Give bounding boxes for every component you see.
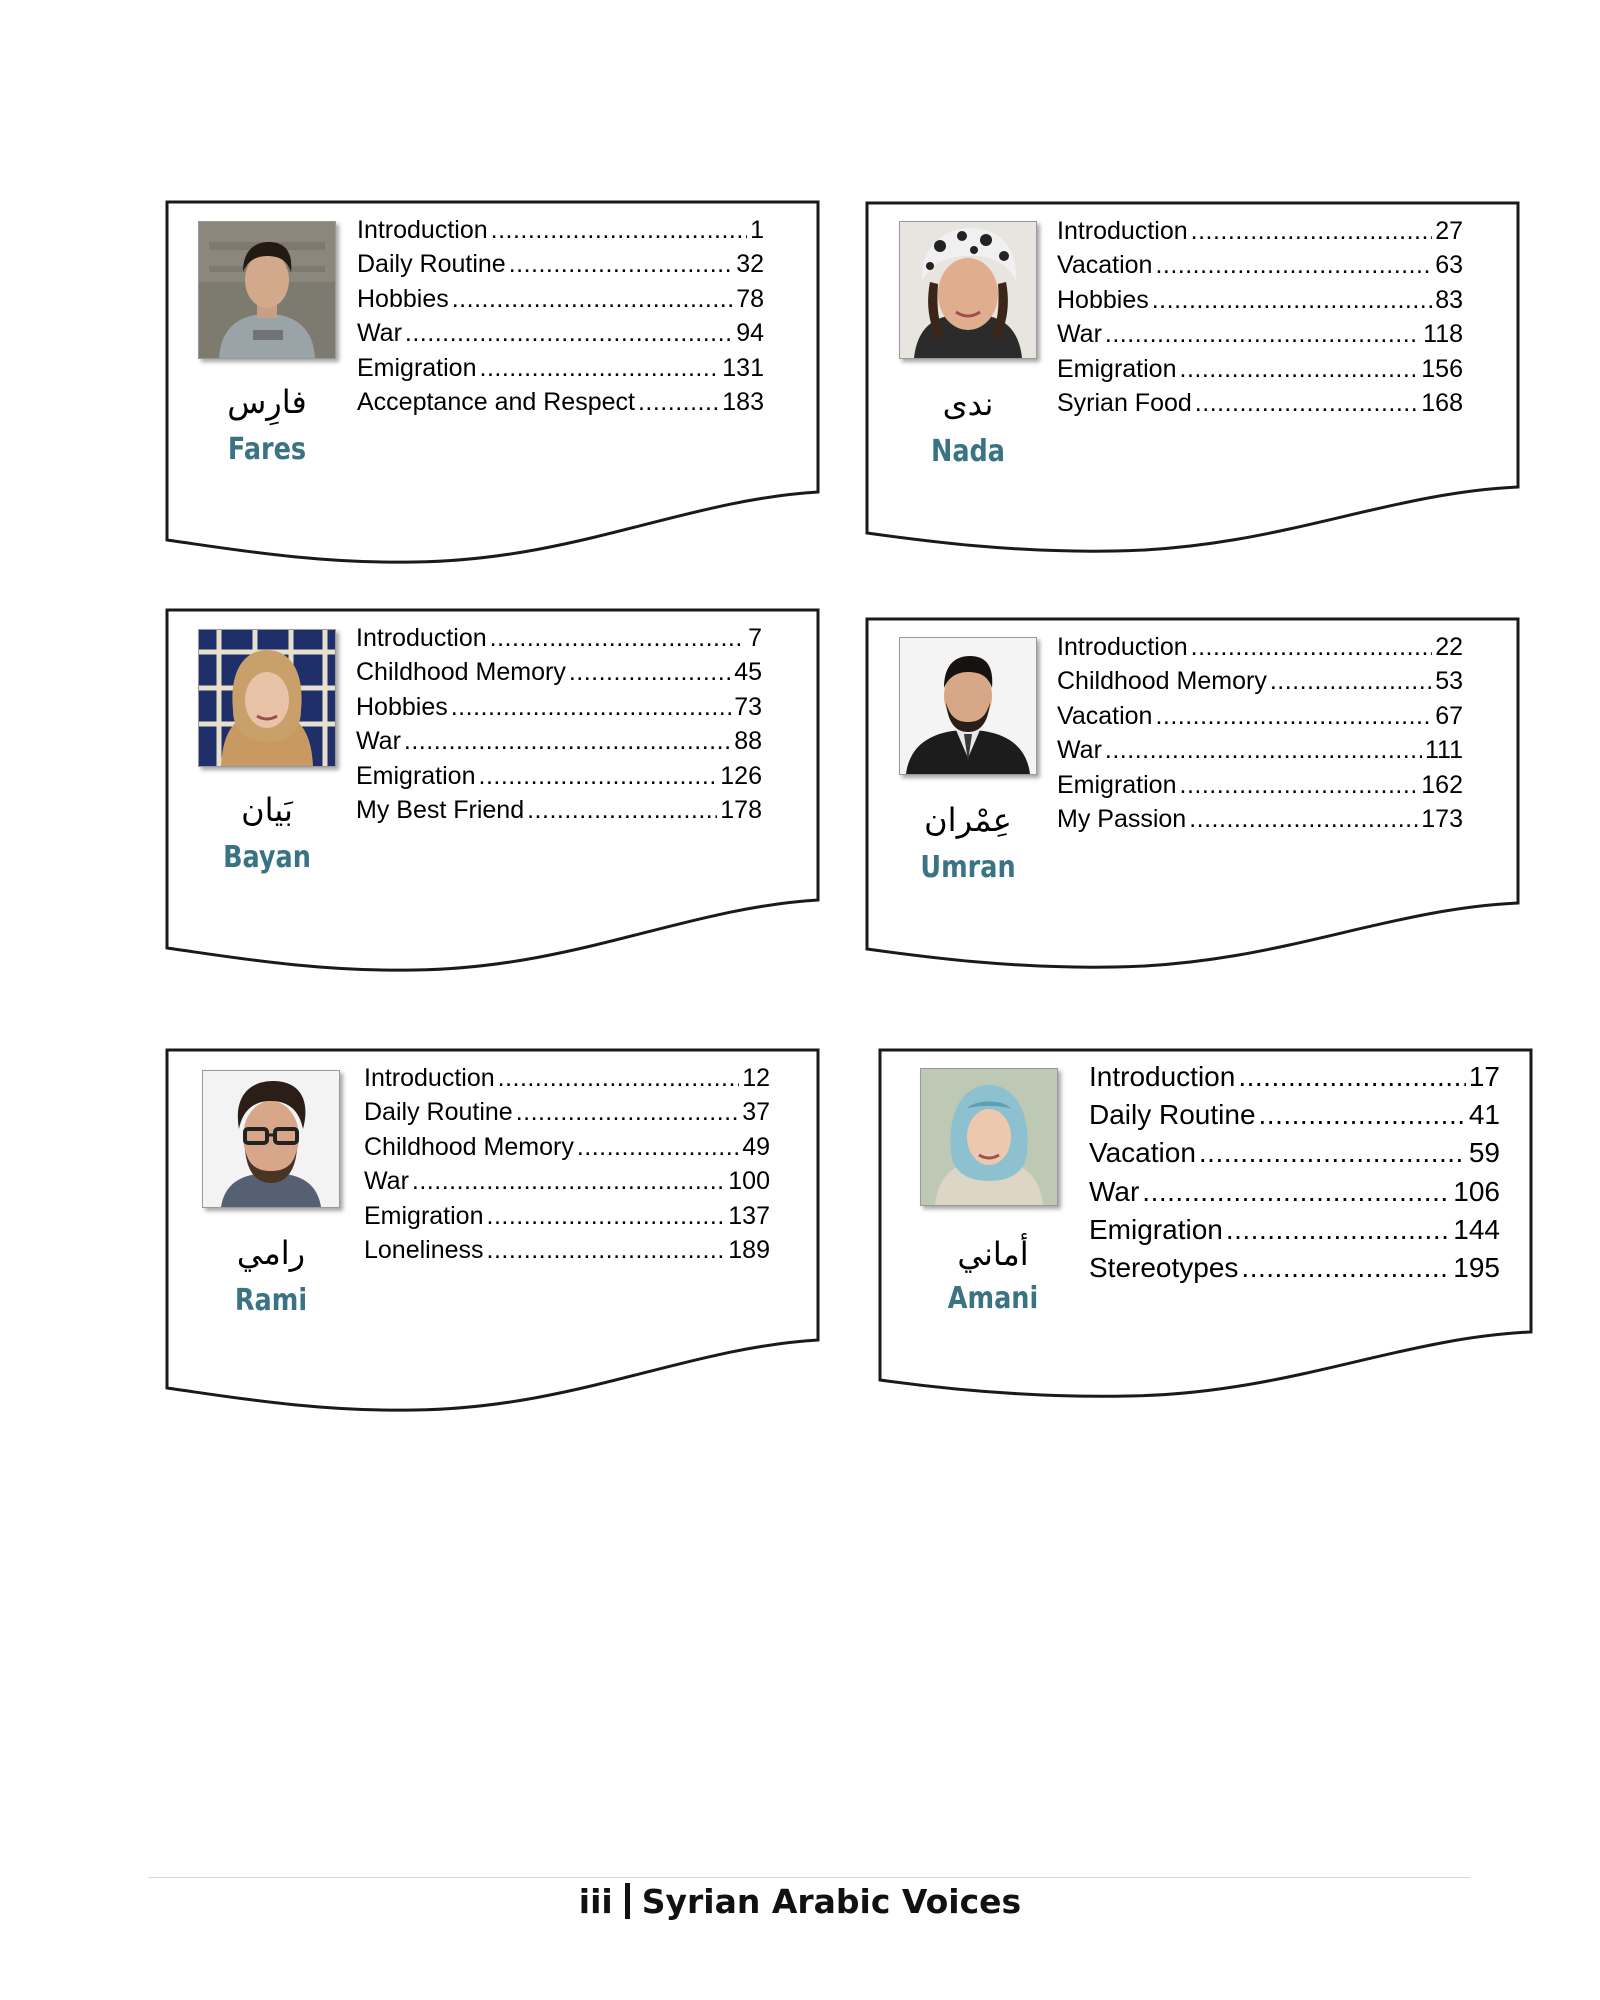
- footer-rule: [148, 1877, 1470, 1878]
- speaker-english-name: Rami: [234, 1283, 308, 1318]
- chapter-entry[interactable]: Stereotypes ..... 195: [1089, 1249, 1500, 1287]
- speaker-card-bayan: [165, 608, 825, 973]
- chapter-entry[interactable]: Daily Routine ..... 32: [357, 247, 764, 281]
- chapter-entry[interactable]: Introduction ..... 27: [1057, 214, 1463, 248]
- chapter-entry[interactable]: Emigration ..... 144: [1089, 1211, 1500, 1249]
- chapter-entry[interactable]: War ..... 94: [357, 316, 764, 350]
- chapter-entry[interactable]: Emigration ..... 137: [364, 1199, 770, 1233]
- chapter-list: [1057, 630, 1463, 836]
- chapter-entry[interactable]: Introduction ..... 17: [1089, 1058, 1500, 1096]
- speaker-english-name: Nada: [930, 434, 1006, 469]
- chapter-entry[interactable]: Vacation ..... 67: [1057, 699, 1463, 733]
- chapter-entry[interactable]: Hobbies ..... 78: [357, 282, 764, 316]
- chapter-entry[interactable]: Childhood Memory ..... 45: [356, 655, 762, 689]
- speaker-card-amani: [878, 1048, 1538, 1403]
- speaker-card-fares: [165, 200, 825, 565]
- chapter-entry[interactable]: War ..... 118: [1057, 317, 1463, 351]
- speaker-arabic-name: رامي: [236, 1234, 306, 1272]
- chapter-entry[interactable]: Hobbies ..... 83: [1057, 283, 1463, 317]
- chapter-entry[interactable]: Emigration ..... 126: [356, 759, 762, 793]
- speaker-photo: [198, 629, 336, 767]
- chapter-list: [364, 1061, 770, 1267]
- chapter-entry[interactable]: War ..... 111: [1057, 733, 1463, 767]
- speaker-photo: [198, 221, 336, 359]
- chapter-entry[interactable]: Acceptance and Respect ..... 183: [357, 385, 764, 419]
- chapter-entry[interactable]: Loneliness ..... 189: [364, 1233, 770, 1267]
- chapter-list: [357, 213, 764, 419]
- chapter-entry[interactable]: Daily Routine ..... 41: [1089, 1096, 1500, 1134]
- chapter-list: [1089, 1058, 1500, 1287]
- speaker-arabic-name: بَيان: [241, 791, 293, 829]
- chapter-entry[interactable]: Emigration ..... 162: [1057, 768, 1463, 802]
- speaker-card-rami: [165, 1048, 825, 1413]
- speaker-card-umran: [865, 617, 1525, 972]
- chapter-entry[interactable]: Childhood Memory ..... 53: [1057, 664, 1463, 698]
- chapter-entry[interactable]: War ..... 106: [1089, 1173, 1500, 1211]
- chapter-entry[interactable]: Childhood Memory ..... 49: [364, 1130, 770, 1164]
- chapter-entry[interactable]: Syrian Food ..... 168: [1057, 386, 1463, 420]
- chapter-entry[interactable]: Emigration ..... 156: [1057, 352, 1463, 386]
- speaker-arabic-name: عِمْران: [924, 801, 1012, 839]
- speaker-photo: [920, 1068, 1058, 1206]
- speaker-english-name: Amani: [947, 1281, 1039, 1316]
- footer-separator: [625, 1883, 630, 1919]
- speaker-english-name: Bayan: [223, 840, 311, 875]
- page-number: iii: [578, 1882, 613, 1921]
- speaker-english-name: Fares: [227, 432, 307, 467]
- speaker-english-name: Umran: [920, 850, 1016, 885]
- chapter-entry[interactable]: My Passion ..... 173: [1057, 802, 1463, 836]
- book-title: Syrian Arabic Voices: [641, 1882, 1022, 1921]
- chapter-entry[interactable]: Introduction ..... 7: [356, 621, 762, 655]
- speaker-photo: [899, 637, 1037, 775]
- speaker-photo: [202, 1070, 340, 1208]
- chapter-list: [356, 621, 762, 827]
- chapter-entry[interactable]: Hobbies ..... 73: [356, 690, 762, 724]
- speaker-arabic-name: فارِس: [227, 383, 307, 421]
- speaker-card-nada: [865, 201, 1525, 556]
- page-footer: [0, 1880, 1600, 1924]
- speaker-arabic-name: أماني: [957, 1235, 1029, 1273]
- speaker-photo: [899, 221, 1037, 359]
- chapter-entry[interactable]: Introduction ..... 12: [364, 1061, 770, 1095]
- chapter-entry[interactable]: War ..... 100: [364, 1164, 770, 1198]
- chapter-list: [1057, 214, 1463, 420]
- chapter-entry[interactable]: Introduction ..... 22: [1057, 630, 1463, 664]
- chapter-entry[interactable]: Vacation ..... 63: [1057, 248, 1463, 282]
- chapter-entry[interactable]: Emigration ..... 131: [357, 351, 764, 385]
- chapter-entry[interactable]: Daily Routine ..... 37: [364, 1095, 770, 1129]
- chapter-entry[interactable]: War ..... 88: [356, 724, 762, 758]
- chapter-entry[interactable]: Introduction ..... 1: [357, 213, 764, 247]
- chapter-entry[interactable]: My Best Friend ..... 178: [356, 793, 762, 827]
- chapter-entry[interactable]: Vacation ..... 59: [1089, 1134, 1500, 1172]
- speaker-arabic-name: ندى: [942, 385, 994, 423]
